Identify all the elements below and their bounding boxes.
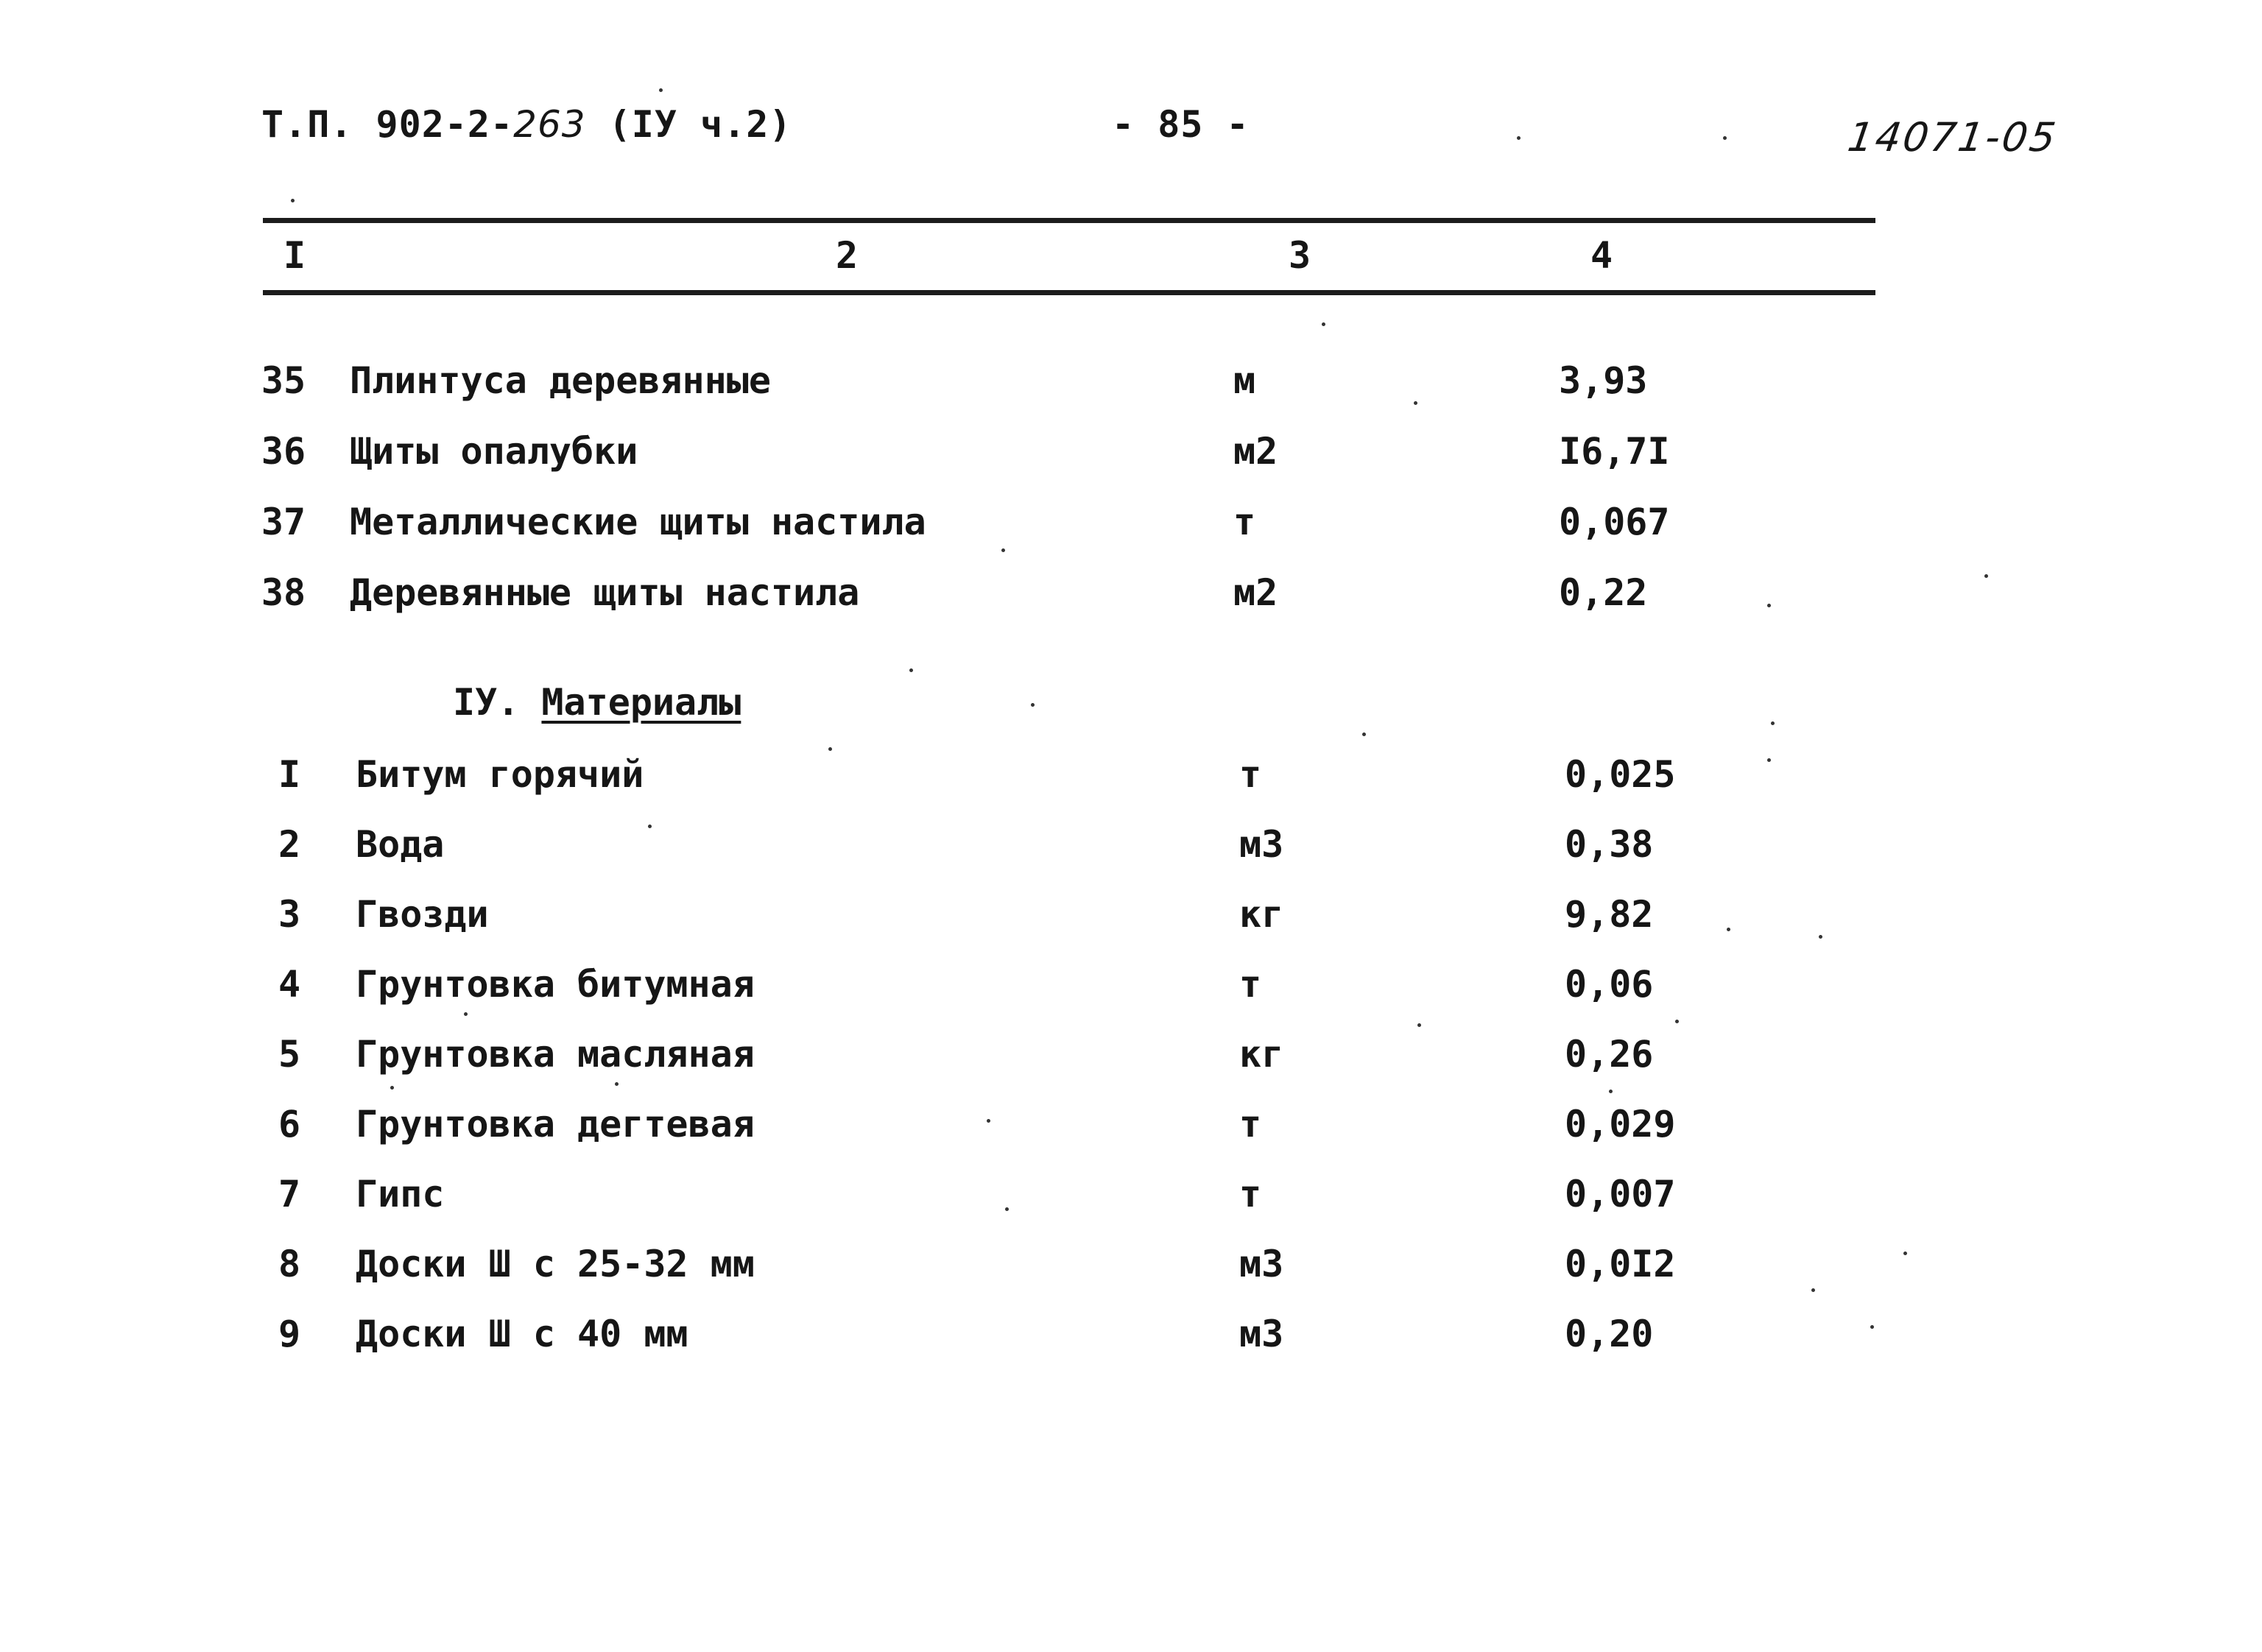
scan-speck — [1903, 1252, 1907, 1255]
row-number: 6 — [278, 1103, 301, 1146]
row-quantity: 0,38 — [1565, 823, 1654, 866]
row-quantity: 0,025 — [1565, 753, 1676, 796]
column-header-3: 3 — [1289, 234, 1311, 277]
row-name: Грунтовка битумная — [356, 963, 755, 1006]
row-name: Плинтуса деревянные — [350, 359, 771, 402]
scan-speck — [1767, 758, 1771, 762]
row-quantity: 0,067 — [1559, 501, 1670, 543]
row-quantity: I6,7I — [1559, 430, 1670, 473]
row-name: Щиты опалубки — [350, 430, 638, 473]
scan-speck — [1767, 604, 1771, 607]
section-heading — [453, 681, 741, 724]
scan-speck — [1517, 136, 1521, 140]
row-name: Грунтовка дегтевая — [356, 1103, 755, 1146]
scan-speck — [1417, 1023, 1421, 1027]
row-name: Гипс — [356, 1173, 445, 1215]
scan-speck — [909, 668, 913, 672]
scan-speck — [1005, 1207, 1009, 1211]
row-unit: кг — [1239, 1033, 1284, 1076]
row-number: 4 — [278, 963, 301, 1006]
row-number: I — [278, 753, 301, 796]
row-unit: кг — [1239, 893, 1284, 936]
row-name: Деревянные щиты настила — [350, 571, 860, 614]
section-numeral: IУ. — [453, 681, 520, 724]
row-quantity: 3,93 — [1559, 359, 1648, 402]
row-name: Битум горячий — [356, 753, 644, 796]
scan-speck — [1771, 721, 1775, 725]
row-unit: т — [1239, 753, 1262, 796]
row-name: Грунтовка масляная — [356, 1033, 755, 1076]
scan-speck — [615, 1082, 619, 1086]
scan-speck — [1609, 1090, 1613, 1093]
row-number: 9 — [278, 1313, 301, 1355]
row-quantity: 9,82 — [1565, 893, 1654, 936]
section-title: Материалы — [541, 681, 741, 724]
row-number: 38 — [261, 571, 306, 614]
row-quantity: 0,0I2 — [1565, 1243, 1676, 1285]
scan-speck — [1819, 935, 1822, 939]
row-number: 36 — [261, 430, 306, 473]
row-unit: м — [1233, 359, 1256, 402]
row-quantity: 0,06 — [1565, 963, 1654, 1006]
row-quantity: 0,20 — [1565, 1313, 1654, 1355]
scan-speck — [1675, 1020, 1679, 1023]
row-name: Доски Ш с 25-32 мм — [356, 1243, 755, 1285]
doc-ref-prefix: Т.П. 902-2- — [261, 103, 514, 146]
row-unit: м3 — [1239, 1243, 1284, 1285]
table-header-bottom-rule — [263, 290, 1875, 295]
doc-ref-suffix: (IУ ч.2) — [585, 103, 792, 146]
scan-speck — [1984, 574, 1988, 578]
scan-speck — [987, 1119, 990, 1123]
row-number: 35 — [261, 359, 306, 402]
row-number: 3 — [278, 893, 301, 936]
table-top-rule — [263, 218, 1875, 223]
scan-speck — [828, 747, 832, 751]
column-header-4: 4 — [1590, 234, 1613, 277]
page-number: - 85 - — [1112, 103, 1250, 146]
scan-speck — [1322, 322, 1325, 326]
scan-speck — [659, 88, 663, 92]
document-reference — [261, 103, 792, 146]
row-number: 5 — [278, 1033, 301, 1076]
row-name: Гвозди — [356, 893, 489, 936]
scan-speck — [1001, 548, 1005, 552]
scan-speck — [1727, 928, 1730, 931]
row-number: 7 — [278, 1173, 301, 1215]
archive-number: 14071-05 — [1845, 114, 2061, 160]
scan-speck — [1031, 703, 1035, 707]
row-unit: т — [1239, 1173, 1262, 1215]
row-unit: т — [1233, 501, 1256, 543]
column-header-2: 2 — [836, 234, 859, 277]
row-name: Вода — [356, 823, 445, 866]
scan-speck — [648, 825, 652, 828]
row-quantity: 0,029 — [1565, 1103, 1676, 1146]
scan-speck — [1870, 1325, 1874, 1329]
row-name: Металлические щиты настила — [350, 501, 926, 543]
scan-speck — [291, 199, 295, 202]
scan-speck — [464, 1012, 468, 1016]
row-unit: м3 — [1239, 823, 1284, 866]
row-unit: м3 — [1239, 1313, 1284, 1355]
row-number: 37 — [261, 501, 306, 543]
scan-speck — [1723, 136, 1727, 140]
scan-speck — [1811, 1288, 1815, 1292]
doc-ref-handwritten: 263 — [513, 103, 586, 146]
row-unit: м2 — [1233, 430, 1278, 473]
row-unit: т — [1239, 1103, 1262, 1146]
row-quantity: 0,22 — [1559, 571, 1648, 614]
row-unit: м2 — [1233, 571, 1278, 614]
row-quantity: 0,26 — [1565, 1033, 1654, 1076]
row-name: Доски Ш с 40 мм — [356, 1313, 688, 1355]
scan-speck — [1414, 401, 1417, 405]
scan-speck — [1362, 733, 1366, 736]
scan-speck — [390, 1086, 394, 1090]
column-header-1: I — [283, 234, 306, 277]
row-number: 2 — [278, 823, 301, 866]
row-number: 8 — [278, 1243, 301, 1285]
row-quantity: 0,007 — [1565, 1173, 1676, 1215]
row-unit: т — [1239, 963, 1262, 1006]
